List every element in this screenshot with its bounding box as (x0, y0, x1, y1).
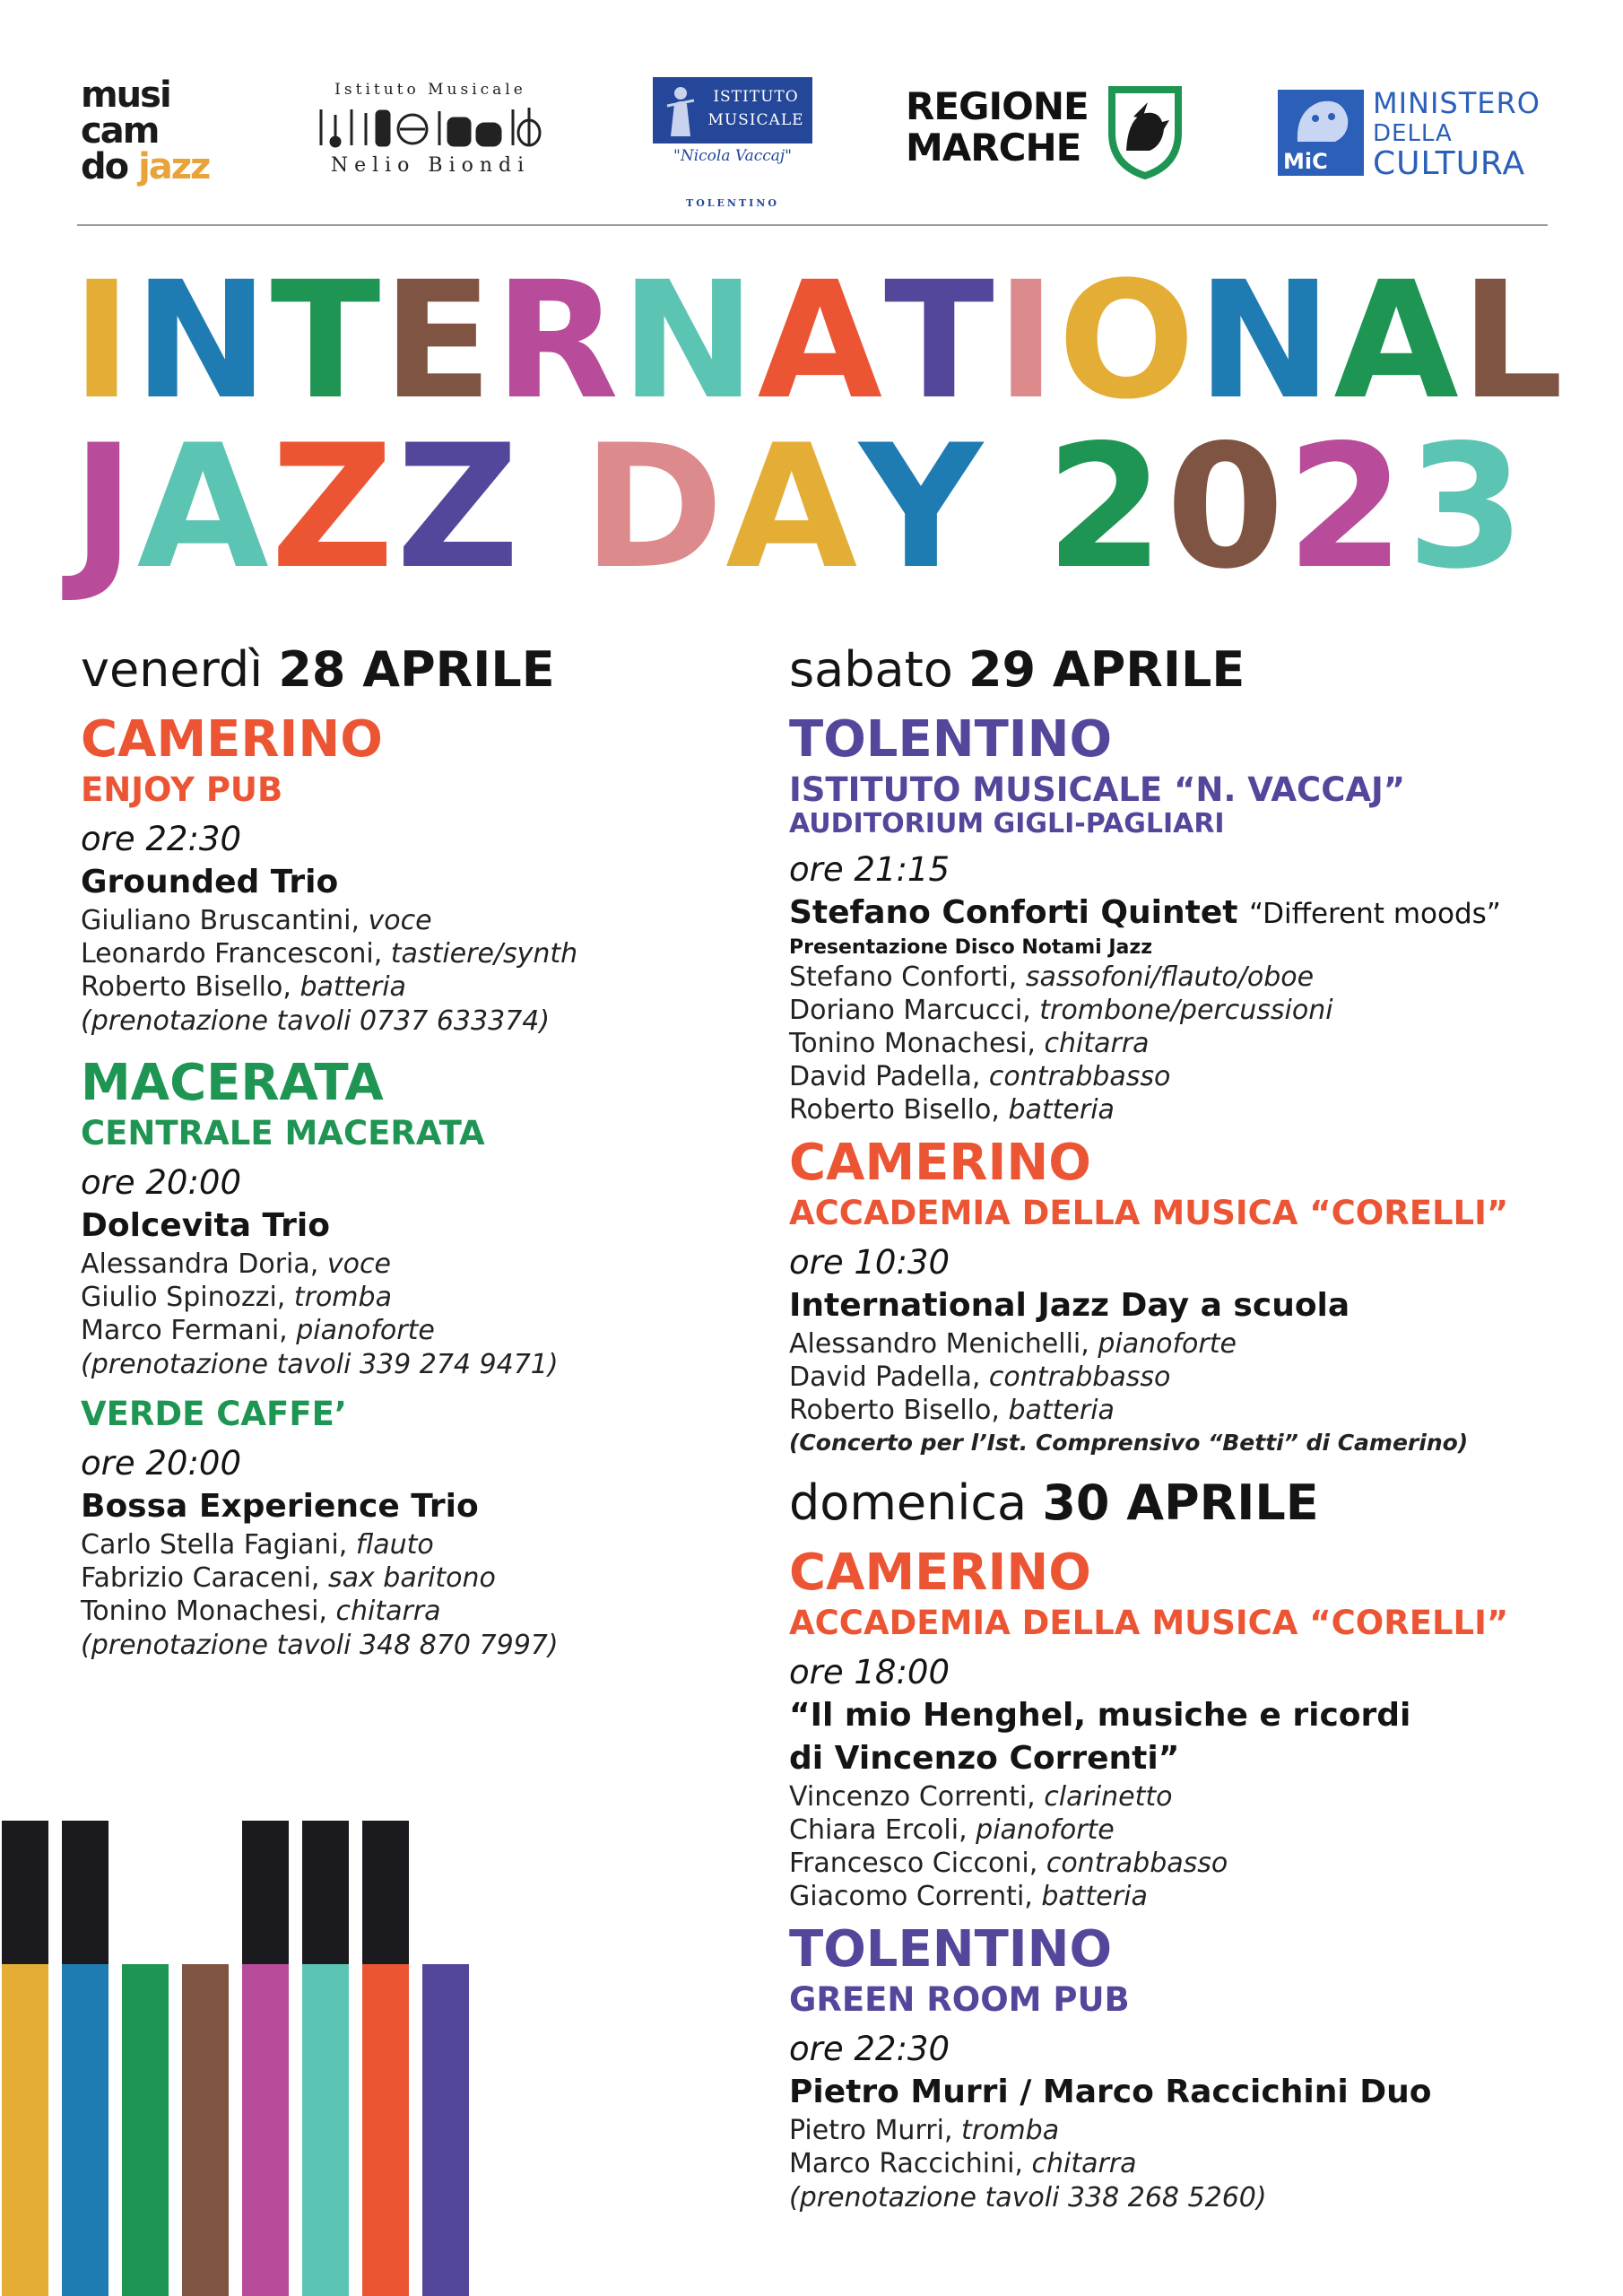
title-letter: N (1196, 248, 1334, 435)
vaccaj-badge (653, 77, 812, 144)
musician-line: Marco Fermani, pianoforte (81, 1315, 435, 1346)
reservation-phone: (prenotazione tavoli 339 274 9471) (81, 1349, 559, 1380)
title-letter: N (621, 248, 758, 435)
ministero-cultura-logo (1278, 88, 1565, 181)
event-time: ore 18:00 (789, 1653, 950, 1692)
musician-line: Fabrizio Caraceni, sax baritono (81, 1562, 496, 1594)
title-letter: A (757, 248, 884, 435)
musician-line: Roberto Bisello, batteria (81, 971, 406, 1003)
day-heading-sunday: domenica 30 APRILE (789, 1474, 1319, 1531)
istituto-vaccaj-logo (653, 77, 812, 209)
musician-line: Vincenzo Correnti, clarinetto (789, 1781, 1173, 1813)
musician-line: Alessandro Menichelli, pianoforte (789, 1328, 1237, 1360)
musician-line: Marco Raccichini, chitarra (789, 2148, 1137, 2179)
reservation-phone: (prenotazione tavoli 0737 633374) (81, 1005, 551, 1037)
schedule-column-right (789, 639, 1596, 2216)
title-letter: Y (859, 408, 985, 606)
venue-name: ENJOY PUB (81, 770, 283, 809)
piano-key (62, 1821, 108, 2296)
title-letter: E (382, 248, 495, 435)
logo-text: cam (81, 110, 159, 152)
event-note: Presentazione Disco Notami Jazz (789, 936, 1153, 959)
musician-line: Giulio Spinozzi, tromba (81, 1282, 392, 1313)
event-title: Stefano Conforti Quintet “Different moods” (789, 894, 1501, 931)
title-letter: A (725, 408, 860, 606)
piano-key (362, 1821, 409, 2296)
piano-key (122, 1964, 169, 2296)
logo-text: Nelio Biondi (330, 154, 531, 177)
venue-name: ACCADEMIA DELLA MUSICA “CORELLI” (789, 1194, 1509, 1232)
musician-line: Carlo Stella Fagiani, flauto (81, 1529, 434, 1561)
title-letter: T (270, 248, 383, 435)
marche-shield-icon (1107, 86, 1184, 179)
title-letter: N (133, 248, 271, 435)
musician-line: David Padella, contrabbasso (789, 1061, 1171, 1092)
venue-name: CENTRALE MACERATA (81, 1114, 485, 1152)
event-time: ore 22:30 (81, 820, 242, 858)
regione-marche-logo (906, 86, 1184, 185)
title-letter: I (995, 248, 1058, 435)
logo-text: ISTITUTO (713, 88, 799, 106)
venue-name: ACCADEMIA DELLA MUSICA “CORELLI” (789, 1604, 1509, 1642)
event-time: ore 21:15 (789, 850, 950, 889)
musician-line: Stefano Conforti, sassofoni/flauto/oboe (789, 961, 1315, 993)
city-heading: CAMERINO (81, 710, 383, 769)
schedule-column-left (81, 639, 762, 1664)
musician-line: David Padella, contrabbasso (789, 1361, 1171, 1393)
day-heading-friday: venerdì 28 APRILE (81, 641, 555, 698)
musician-line: Giacomo Correnti, batteria (789, 1881, 1148, 1912)
event-title: International Jazz Day a scuola (789, 1287, 1350, 1324)
city-heading: CAMERINO (789, 1544, 1091, 1602)
statue-head-icon (1289, 95, 1355, 147)
logo-accent-text: jazz (138, 146, 210, 187)
title-letter: A (1333, 248, 1461, 435)
venue-name: VERDE CAFFE’ (81, 1395, 347, 1433)
city-heading: CAMERINO (789, 1134, 1091, 1192)
musician-line: Pietro Murri, tromba (789, 2115, 1060, 2146)
mic-badge (1278, 90, 1364, 176)
logo-text: musi (81, 74, 170, 116)
title-letter: Z (270, 408, 396, 606)
musician-line: Giuliano Bruscantini, voce (81, 905, 432, 936)
logo-text: REGIONE MARCHE (906, 84, 1089, 170)
piano-key (422, 1964, 469, 2296)
logo-text: do jazz (81, 146, 210, 187)
musician-line: Alessandra Doria, voce (81, 1248, 391, 1280)
venue-name: ISTITUTO MUSICALE “N. VACCAJ” (789, 770, 1406, 809)
title-letter: L (1460, 248, 1566, 435)
event-time: ore 22:30 (789, 2030, 950, 2068)
logo-text: "Nicola Vaccaj" (673, 147, 792, 165)
city-heading: MACERATA (81, 1054, 384, 1112)
header-divider (77, 224, 1548, 226)
day-heading-saturday: sabato 29 APRILE (789, 641, 1245, 698)
piano-keys-decoration (0, 1821, 744, 2296)
mic-badge-text: MiC (1283, 149, 1328, 174)
title-letter: A (136, 408, 271, 606)
city-heading: TOLENTINO (789, 1920, 1113, 1979)
event-time: ore 20:00 (81, 1163, 242, 1202)
title-space (521, 418, 582, 597)
venue-subtitle: AUDITORIUM GIGLI-PAGLIARI (789, 808, 1225, 839)
reservation-phone: (prenotazione tavoli 348 870 7997) (81, 1630, 559, 1661)
event-title: Grounded Trio (81, 864, 339, 900)
city-heading: TOLENTINO (789, 710, 1113, 769)
musician-line: Francesco Cicconi, contrabbasso (789, 1848, 1228, 1879)
musician-line: Doriano Marcucci, trombone/percussioni (789, 995, 1333, 1026)
musician-line: Chiara Ercoli, pianoforte (789, 1814, 1115, 1846)
title-letter: J (72, 408, 137, 606)
logo-text: Istituto Musicale (334, 81, 526, 99)
istituto-biondi-logo (305, 81, 556, 177)
logo-text: TOLENTINO (686, 197, 779, 209)
event-time: ore 20:00 (81, 1444, 242, 1483)
mic-wordmark: MINISTERO DELLA CULTURA (1373, 86, 1541, 182)
title-letter: R (494, 248, 621, 435)
event-title: Dolcevita Trio (81, 1207, 330, 1244)
title-letter: 2 (1286, 408, 1407, 606)
title-space (985, 418, 1046, 597)
piano-key (182, 1964, 229, 2296)
event-note: (Concerto per l’Ist. Comprensivo “Betti” di Camerino) (789, 1430, 1469, 1456)
event-title: “Il mio Henghel, musiche e ricordi (789, 1697, 1411, 1734)
title-line-jazz-day-2023 (72, 408, 1527, 606)
title-letter: Z (395, 408, 522, 606)
event-title: di Vincenzo Correnti” (789, 1740, 1180, 1777)
event-title: Bossa Experience Trio (81, 1488, 479, 1525)
venue-name: GREEN ROOM PUB (789, 1980, 1130, 2019)
statue-icon (662, 83, 699, 138)
title-line-international (72, 248, 1566, 435)
instruments-icon (314, 106, 547, 149)
title-letter: T (883, 248, 996, 435)
title-letter: D (582, 408, 726, 606)
musician-line: Roberto Bisello, batteria (789, 1094, 1115, 1126)
musician-line: Leonardo Francesconi, tastiere/synth (81, 938, 578, 970)
musicamdo-jazz-logo (81, 74, 224, 187)
musician-line: Tonino Monachesi, chitarra (81, 1596, 441, 1627)
piano-key (2, 1821, 48, 2296)
title-letter: 0 (1166, 408, 1287, 606)
piano-key (242, 1821, 289, 2296)
event-subtitle: “Different moods” (1249, 898, 1501, 930)
event-time: ore 10:30 (789, 1243, 950, 1282)
title-letter: 2 (1045, 408, 1167, 606)
title-letter: O (1057, 248, 1197, 435)
event-title: Pietro Murri / Marco Raccichini Duo (789, 2074, 1432, 2110)
logo-text: MUSICALE (707, 111, 804, 129)
musician-line: Roberto Bisello, batteria (789, 1395, 1115, 1426)
title-letter: I (72, 248, 134, 435)
musician-line: Tonino Monachesi, chitarra (789, 1028, 1150, 1059)
title-letter: 3 (1406, 408, 1527, 606)
piano-key (302, 1821, 349, 2296)
reservation-phone: (prenotazione tavoli 338 268 5260) (789, 2182, 1267, 2213)
